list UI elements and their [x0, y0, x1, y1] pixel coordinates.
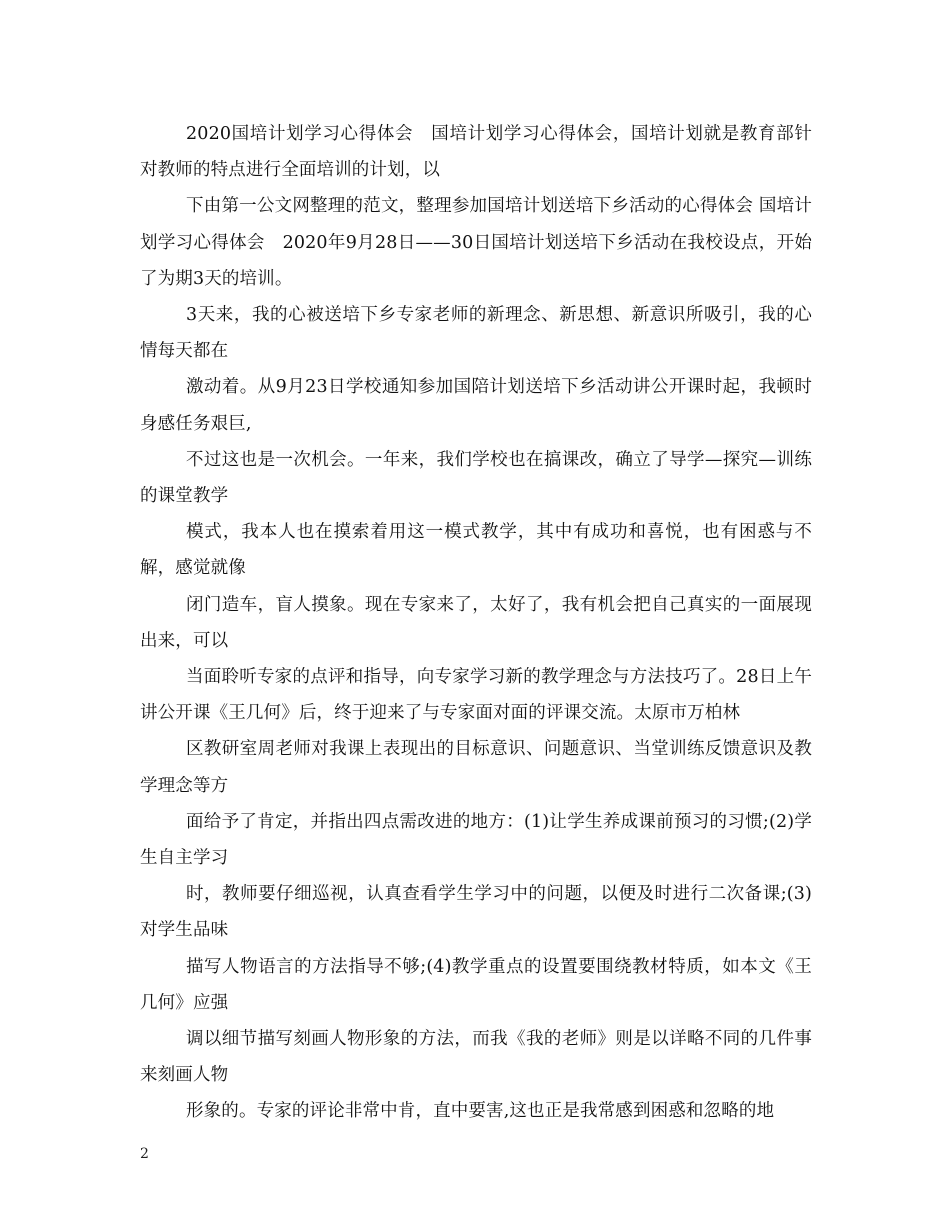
paragraph: 面给予了肯定，并指出四点需改进的地方：(1)让学生养成课前预习的习惯;(2)学生自主学习	[140, 811, 812, 869]
paragraph: 闭门造车，盲人摸象。现在专家来了，太好了，我有机会把自己真实的一面展现出来，可以	[140, 594, 812, 651]
paragraph: 激动着。从9月23日学校通知参加国陪计划送培下乡活动讲公开课时起，我顿时身感任务艰巨,	[140, 377, 812, 434]
paragraph: 区教研室周老师对我课上表现出的目标意识、问题意识、当堂训练反馈意识及教学理念等方	[140, 739, 812, 796]
document-body	[140, 116, 812, 1130]
paragraph: 不过这也是一次机会。一年来，我们学校也在搞课改，确立了导学—探究—训练的课堂教学	[140, 449, 812, 507]
paragraph: 2020国培计划学习心得体会 国培计划学习心得体会，国培计划就是教育部针对教师的特点进行全面培训的计划，以	[140, 124, 812, 181]
page-number: 2	[140, 1146, 149, 1162]
paragraph: 描写人物语言的方法指导不够;(4)教学重点的设置要围绕教材特质，如本文《王几何》应强	[140, 956, 812, 1013]
paragraph: 下由第一公文网整理的范文，整理参加国培计划送培下乡活动的心得体会 国培计划学习心得体会 2020年9月28日——30日国培计划送培下乡活动在我校设点，开始了为期3天的培训。	[140, 196, 812, 289]
paragraph: 形象的。专家的评论非常中肯，直中要害,这也正是我常感到困惑和忽略的地	[186, 1101, 775, 1122]
paragraph: 当面聆听专家的点评和指导，向专家学习新的教学理念与方法技巧了。28日上午讲公开课《王几何》后，终于迎来了与专家面对面的评课交流。太原市万柏林	[140, 667, 812, 724]
paragraph: 调以细节描写刻画人物形象的方法，而我《我的老师》则是以详略不同的几件事来刻画人物	[140, 1029, 812, 1086]
paragraph: 模式，我本人也在摸索着用这一模式教学，其中有成功和喜悦，也有困惑与不解，感觉就像	[140, 522, 812, 579]
paragraph: 时，教师要仔细巡视，认真查看学生学习中的问题，以便及时进行二次备课;(3)对学生品味	[140, 884, 812, 941]
paragraph: 3天来，我的心被送培下乡专家老师的新理念、新思想、新意识所吸引，我的心情每天都在	[140, 305, 812, 362]
